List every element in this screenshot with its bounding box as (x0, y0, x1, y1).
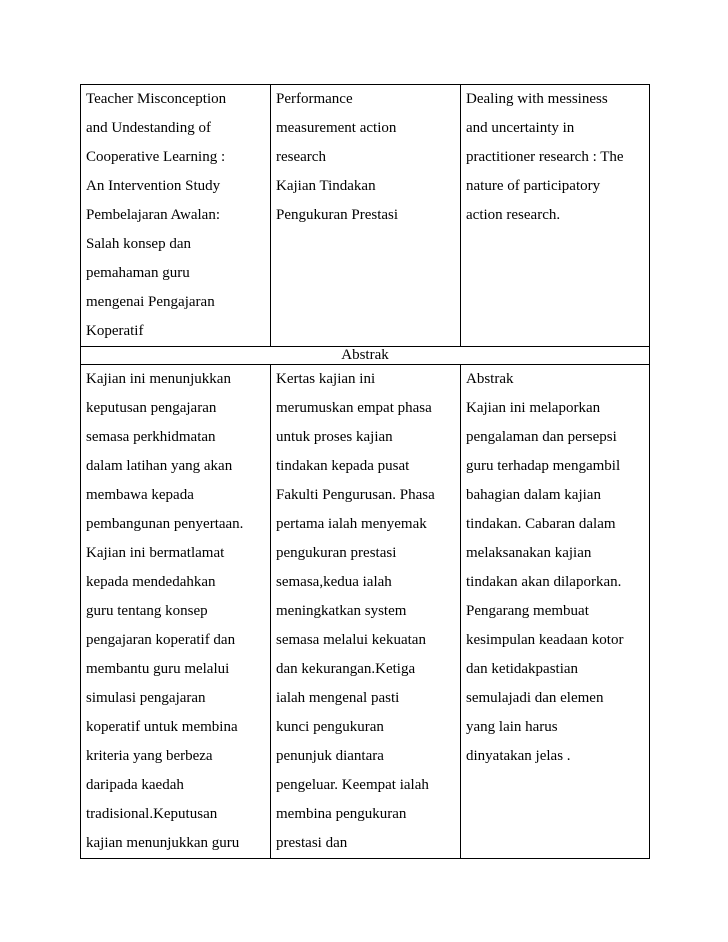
text-line: An Intervention Study (86, 178, 221, 194)
text-line: Dealing with messiness (466, 91, 608, 107)
text-line: pemahaman guru (86, 265, 190, 281)
text-line: kunci pengukuran (276, 719, 384, 735)
section-label: Abstrak (341, 347, 389, 363)
text-line: Kajian Tindakan (276, 178, 376, 194)
title-cell-2 (271, 85, 461, 347)
text-line: daripada kaedah (86, 777, 184, 793)
text-line: and uncertainty in (466, 120, 575, 136)
text-line: semasa,kedua ialah (276, 574, 392, 590)
text-line: Kertas kajian ini (276, 371, 376, 387)
title-cell-3 (461, 85, 650, 347)
text-line: research (276, 149, 326, 165)
text-line: kesimpulan keadaan kotor (466, 632, 624, 648)
text-line: keputusan pengajaran (86, 400, 217, 416)
text-line: Pembelajaran Awalan: (86, 207, 220, 223)
text-line: kajian menunjukkan guru (86, 835, 240, 851)
text-line: Abstrak (466, 371, 514, 387)
text-line: dan kekurangan.Ketiga (276, 661, 416, 677)
comparison-table (80, 84, 650, 859)
abstract-cell-2 (271, 365, 461, 859)
section-header-cell (81, 347, 650, 365)
text-line: measurement action (276, 120, 397, 136)
text-line: Kajian ini melaporkan (466, 400, 601, 416)
text-line: pengalaman dan persepsi (466, 429, 617, 445)
text-line: membawa kepada (86, 487, 194, 503)
text-line: Pengarang membuat (466, 603, 589, 619)
text-line: Performance (276, 91, 353, 107)
text-line: semasa perkhidmatan (86, 429, 216, 445)
text-line: membina pengukuran (276, 806, 407, 822)
text-line: untuk proses kajian (276, 429, 393, 445)
text-line: action research. (466, 207, 561, 223)
text-line: kriteria yang berbeza (86, 748, 213, 764)
text-line: yang lain harus (466, 719, 558, 735)
text-line: Kajian ini bermatlamat (86, 545, 225, 561)
text-line: simulasi pengajaran (86, 690, 206, 706)
text-line: Koperatif (86, 323, 144, 339)
text-line: tindakan akan dilaporkan. (466, 574, 622, 590)
text-line: melaksanakan kajian (466, 545, 592, 561)
text-line: merumuskan empat phasa (276, 400, 432, 416)
text-line: dalam latihan yang akan (86, 458, 233, 474)
text-line: Kajian ini menunjukkan (86, 371, 231, 387)
text-line: tradisional.Keputusan (86, 806, 218, 822)
abstracts-row (81, 365, 650, 859)
text-line: guru tentang konsep (86, 603, 208, 619)
text-line: pertama ialah menyemak (276, 516, 427, 532)
text-line: semulajadi dan elemen (466, 690, 604, 706)
text-line: koperatif untuk membina (86, 719, 238, 735)
text-line: Pengukuran Prestasi (276, 207, 399, 223)
text-line: dinyatakan jelas . (466, 748, 571, 764)
text-line: tindakan. Cabaran dalam (466, 516, 616, 532)
text-line: pengajaran koperatif dan (86, 632, 236, 648)
text-line: practitioner research : The (466, 149, 624, 165)
text-line: ialah mengenal pasti (276, 690, 400, 706)
text-line: membantu guru melalui (86, 661, 230, 677)
text-line: pembangunan penyertaan. (86, 516, 244, 532)
text-line: penunjuk diantara (276, 748, 384, 764)
abstract-cell-1 (81, 365, 271, 859)
section-row (81, 347, 650, 365)
text-line: meningkatkan system (276, 603, 407, 619)
text-line: Teacher Misconception (86, 91, 227, 107)
abstract-cell-3 (461, 365, 650, 859)
text-line: nature of participatory (466, 178, 601, 194)
text-line: Fakulti Pengurusan. Phasa (276, 487, 435, 503)
text-line: pengeluar. Keempat ialah (276, 777, 429, 793)
text-line: and Undestanding of (86, 120, 211, 136)
text-line: kepada mendedahkan (86, 574, 216, 590)
text-line: dan ketidakpastian (466, 661, 579, 677)
text-line: Salah konsep dan (86, 236, 191, 252)
text-line: pengukuran prestasi (276, 545, 397, 561)
text-line: guru terhadap mengambil (466, 458, 621, 474)
text-line: tindakan kepada pusat (276, 458, 410, 474)
text-line: bahagian dalam kajian (466, 487, 601, 503)
text-line: prestasi dan (276, 835, 348, 851)
text-line: mengenai Pengajaran (86, 294, 215, 310)
titles-row (81, 85, 650, 347)
text-line: Cooperative Learning : (86, 149, 226, 165)
title-cell-1 (81, 85, 271, 347)
text-line: semasa melalui kekuatan (276, 632, 426, 648)
